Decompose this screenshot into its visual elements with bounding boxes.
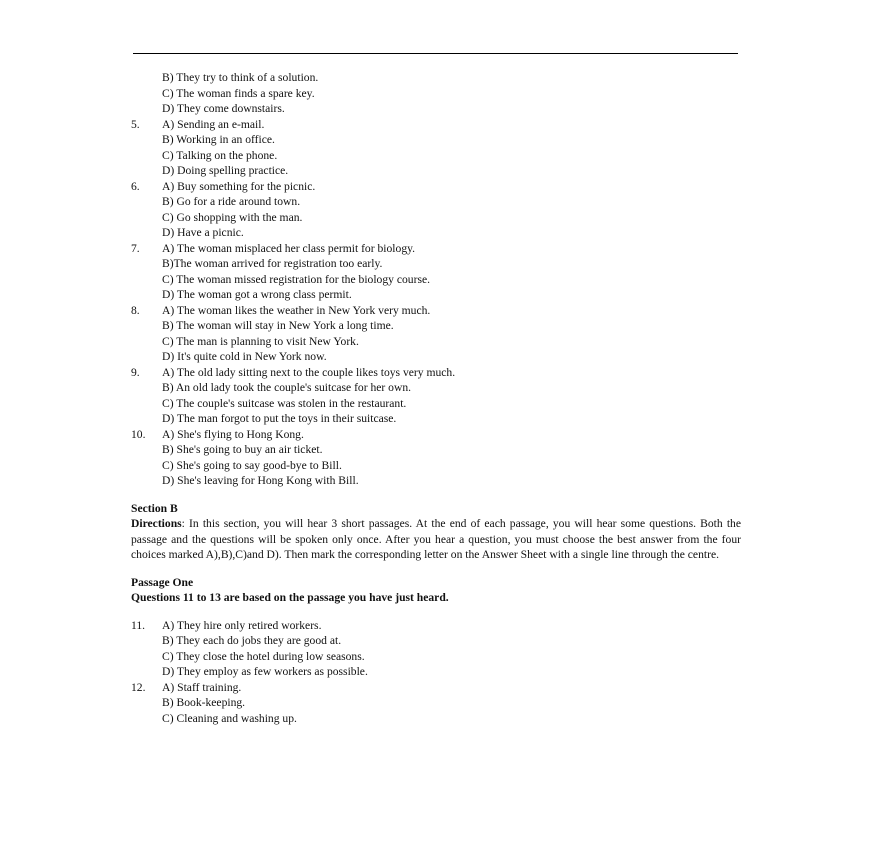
passage-one-subtitle: Questions 11 to 13 are based on the passage you have just heard.	[131, 591, 449, 605]
question-option-line	[131, 349, 743, 365]
section-b-title: Section B	[131, 501, 178, 515]
answer-option: B) An old lady took the couple's suitcase for her own.	[162, 381, 412, 394]
question-option-line	[131, 241, 743, 257]
question-option-line	[131, 132, 743, 148]
answer-option: A) She's flying to Hong Kong.	[162, 427, 304, 441]
answer-option: C) She's going to say good-bye to Bill.	[162, 458, 342, 472]
question-option-line	[131, 473, 743, 489]
answer-option: C) Go shopping with the man.	[162, 210, 303, 224]
question-option-line	[131, 711, 743, 727]
question-option-line	[131, 318, 743, 334]
question-option-line	[131, 272, 743, 288]
question-number: 10.	[131, 427, 146, 441]
question-option-line	[131, 287, 743, 303]
question-option-line	[131, 225, 743, 241]
question-option-line	[131, 334, 743, 350]
question-option-line	[131, 442, 743, 458]
question-option-line	[131, 695, 743, 711]
answer-option: B)The woman arrived for registration too early.	[162, 257, 383, 270]
question-option-line	[131, 194, 743, 210]
question-option-line	[131, 86, 743, 102]
passage-one-title: Passage One	[131, 575, 194, 589]
answer-option: B) Go for a ride around town.	[162, 195, 301, 208]
question-option-line	[131, 256, 743, 272]
answer-option: C) The woman finds a spare key.	[162, 86, 315, 100]
question-option-line	[131, 163, 743, 179]
question-number: 6.	[131, 179, 140, 193]
document-page	[131, 70, 743, 726]
answer-option: B) They try to think of a solution.	[162, 71, 319, 84]
question-number: 5.	[131, 117, 140, 131]
directions-label: Directions	[131, 517, 182, 530]
question-option-line	[131, 427, 743, 443]
answer-option: D) It's quite cold in New York now.	[162, 350, 327, 363]
question-option-line	[131, 396, 743, 412]
question-option-line	[131, 117, 743, 133]
question-list-passage-one	[131, 618, 743, 727]
answer-option: C) The man is planning to visit New York.	[162, 334, 359, 348]
question-option-line	[131, 210, 743, 226]
answer-option: C) The woman missed registration for the biology course.	[162, 272, 430, 286]
question-option-line	[131, 633, 743, 649]
answer-option: A) Sending an e-mail.	[162, 117, 265, 131]
question-number: 11.	[131, 618, 146, 632]
question-number: 7.	[131, 241, 140, 255]
answer-option: B) Working in an office.	[162, 133, 275, 146]
answer-option: A) The woman misplaced her class permit for biology.	[162, 241, 416, 255]
question-option-line	[131, 101, 743, 117]
section-b-directions	[131, 516, 741, 563]
answer-option: A) The old lady sitting next to the couple likes toys very much.	[162, 365, 456, 379]
answer-option: D) They employ as few workers as possible.	[162, 665, 368, 679]
answer-option: B) She's going to buy an air ticket.	[162, 443, 323, 456]
answer-option: A) The woman likes the weather in New York very much.	[162, 303, 431, 317]
question-option-line	[131, 680, 743, 696]
header-rule	[133, 53, 738, 54]
answer-option: C) Talking on the phone.	[162, 148, 278, 162]
question-option-line	[131, 365, 743, 381]
answer-option: A) Staff training.	[162, 680, 242, 694]
answer-option: B) They each do jobs they are good at.	[162, 634, 342, 648]
question-option-line	[131, 179, 743, 195]
question-list-section-a	[131, 70, 743, 489]
answer-option: D) Doing spelling practice.	[162, 164, 289, 177]
answer-option: C) They close the hotel during low seasons.	[162, 649, 365, 663]
question-option-line	[131, 664, 743, 680]
question-option-line	[131, 70, 743, 86]
answer-option: C) Cleaning and washing up.	[162, 711, 297, 725]
question-number: 8.	[131, 303, 140, 317]
question-option-line	[131, 303, 743, 319]
question-option-line	[131, 618, 743, 634]
directions-text: : In this section, you will hear 3 short passages. At the end of each passage, you will hear some questions. Both the passage and the questions will be spoken only once. After you hear a question, you must choose the best answer from the four choices marked A),B),C)and D). Then mark the corresponding letter on the Answer Sheet with a single line through the centre.	[131, 517, 741, 562]
answer-option: A) They hire only retired workers.	[162, 618, 322, 632]
spacer	[131, 606, 743, 618]
question-option-line	[131, 411, 743, 427]
answer-option: D) The woman got a wrong class permit.	[162, 288, 352, 301]
spacer	[131, 563, 743, 575]
answer-option: D) They come downstairs.	[162, 102, 285, 115]
question-number: 12.	[131, 680, 146, 694]
answer-option: B) The woman will stay in New York a long time.	[162, 319, 394, 332]
question-option-line	[131, 148, 743, 164]
answer-option: D) Have a picnic.	[162, 226, 244, 239]
question-option-line	[131, 380, 743, 396]
answer-option: A) Buy something for the picnic.	[162, 179, 316, 193]
spacer	[131, 489, 743, 501]
answer-option: D) The man forgot to put the toys in their suitcase.	[162, 412, 397, 425]
question-option-line	[131, 458, 743, 474]
question-number: 9.	[131, 365, 140, 379]
answer-option: D) She's leaving for Hong Kong with Bill.	[162, 474, 359, 487]
question-option-line	[131, 649, 743, 665]
answer-option: B) Book-keeping.	[162, 696, 246, 710]
answer-option: C) The couple's suitcase was stolen in the restaurant.	[162, 396, 407, 410]
